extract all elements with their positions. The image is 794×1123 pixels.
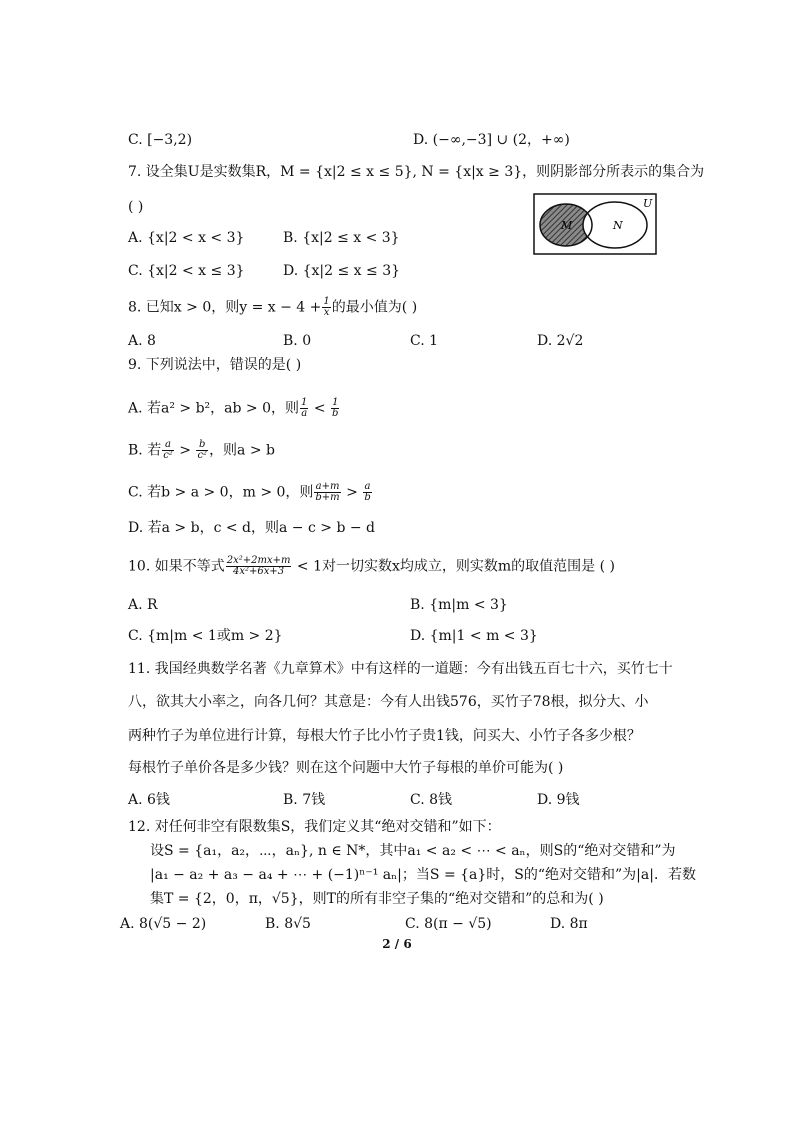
q9-b-pre: B. 若 bbox=[128, 442, 162, 459]
q8-stem-pre: 8. 已知x > 0，则y = x − 4 + bbox=[128, 299, 322, 316]
q8-option-b: B. 0 bbox=[283, 333, 312, 349]
q9-c-frac2-den: b bbox=[364, 492, 371, 503]
q9-a-frac1 bbox=[300, 398, 308, 419]
q10-frac-num: 2x²+2mx+m bbox=[226, 555, 291, 566]
q8-option-c: C. 1 bbox=[410, 333, 439, 349]
q9-c-frac2 bbox=[363, 482, 371, 503]
q8-frac-num: 1 bbox=[323, 296, 330, 307]
q8-stem-post: 的最小值为( ) bbox=[331, 299, 418, 316]
q9-stem: 9. 下列说法中，错误的是( ) bbox=[128, 357, 302, 373]
q9-c-op: > bbox=[346, 484, 358, 501]
q6-option-c: C. [−3,2) bbox=[128, 132, 193, 148]
q9-c-frac1-num: a+m bbox=[315, 481, 340, 492]
q9-a-frac1-den: a bbox=[301, 408, 308, 419]
q12-option-a: A. 8(√5 − 2) bbox=[120, 916, 207, 932]
q9-option-d: D. 若a > b，c < d，则a − c > b − d bbox=[128, 520, 376, 536]
q10-option-c: C. {m|m < 1或m > 2} bbox=[128, 628, 283, 644]
q9-c-frac1-den: b+m bbox=[315, 492, 340, 503]
q8-fraction bbox=[322, 297, 330, 318]
q12-line-1: 12. 对任何非空有限数集S，我们定义其“绝对交错和”如下： bbox=[128, 819, 501, 835]
q10-option-d: D. {m|1 < m < 3} bbox=[410, 628, 538, 644]
q9-b-op: > bbox=[179, 442, 191, 459]
q10-stem-pre: 10. 如果不等式 bbox=[128, 558, 225, 575]
q8-stem bbox=[128, 297, 417, 318]
q7-option-d: D. {x|2 ≤ x ≤ 3} bbox=[283, 263, 401, 279]
q9-b-frac2-den: c² bbox=[197, 450, 208, 461]
q9-b-frac1-num: a bbox=[162, 440, 174, 451]
q11-line-2: 八，欲其大小率之，向各几何？其意是：今有人出钱576，买竹子78根，拟分大、小 bbox=[128, 694, 649, 710]
q11-line-3: 两种竹子为单位进行计算，每根大竹子比小竹子贵1钱，问买大、小竹子各多少根？ bbox=[128, 728, 641, 744]
q12-option-b: B. 8√5 bbox=[265, 916, 311, 932]
q7-paren: ( ) bbox=[128, 199, 144, 215]
q9-a-frac2-den: b bbox=[332, 408, 339, 419]
q11-line-4: 每根竹子单价各是多少钱？则在这个问题中大竹子每根的单价可能为( ) bbox=[128, 760, 564, 776]
q10-option-b: B. {m|m < 3} bbox=[410, 597, 508, 613]
q11-option-d: D. 9钱 bbox=[537, 792, 580, 808]
q12-line-4: 集T = {2，0，π，√5}，则T的所有非空子集的“绝对交错和”的总和为( ) bbox=[150, 891, 604, 907]
q11-option-a: A. 6钱 bbox=[128, 792, 170, 808]
q9-a-frac2-num: 1 bbox=[332, 397, 339, 408]
q12-option-c: C. 8(π − √5) bbox=[405, 916, 492, 932]
q12-option-d: D. 8π bbox=[550, 916, 588, 932]
venn-diagram bbox=[533, 193, 657, 255]
page-number: 2 / 6 bbox=[382, 937, 412, 951]
label-u: U bbox=[643, 197, 653, 210]
q10-stem bbox=[128, 556, 615, 577]
q11-option-c: C. 8钱 bbox=[410, 792, 453, 808]
q9-b-frac1-den: c² bbox=[163, 450, 173, 461]
q10-stem-post: < 1对一切实数x均成立，则实数m的取值范围是 ( ) bbox=[296, 558, 616, 575]
q9-a-frac1-num: 1 bbox=[301, 397, 308, 408]
q7-stem: 7. 设全集U是实数集R，M = {x|2 ≤ x ≤ 5}, N = {x|x ≥ 3}，则阴影部分所表示的集合为 bbox=[128, 164, 705, 180]
q9-b-post: ，则a > b bbox=[209, 442, 276, 459]
q8-frac-den: x bbox=[323, 307, 330, 318]
q7-option-a: A. {x|2 < x < 3} bbox=[128, 230, 245, 246]
q8-option-d: D. 2√2 bbox=[537, 333, 584, 349]
q9-a-pre: A. 若a² > b²，ab > 0，则 bbox=[128, 400, 300, 417]
q11-line-1: 11. 我国经典数学名著《九章算术》中有这样的一道题：今有出钱五百七十六，买竹七十 bbox=[128, 661, 673, 677]
q9-b-frac2-num: b bbox=[196, 440, 208, 451]
q7-option-b: B. {x|2 ≤ x < 3} bbox=[283, 230, 400, 246]
q10-frac-den: 4x²+6x+3 bbox=[233, 566, 285, 577]
q6-option-d: D. (−∞,−3] ∪ (2，+∞) bbox=[413, 132, 570, 148]
q12-line-2: 设S = {a₁，a₂，⋯，aₙ}, n ∈ N*，其中a₁ < a₂ < ⋯ < aₙ，则S的“绝对交错和”为 bbox=[150, 843, 676, 859]
q9-a-frac2 bbox=[331, 398, 339, 419]
q9-c-pre: C. 若b > a > 0，m > 0，则 bbox=[128, 484, 314, 501]
q9-c-frac1 bbox=[314, 482, 340, 503]
q12-line-3: |a₁ − a₂ + a₃ − a₄ + ⋯ + (−1)ⁿ⁻¹ aₙ|；当S = {a}时，S的“绝对交错和”为|a|．若数 bbox=[150, 867, 696, 883]
q9-option-c bbox=[128, 482, 373, 503]
q9-a-op: < bbox=[313, 400, 326, 417]
q10-option-a: A. R bbox=[128, 597, 158, 613]
q10-fraction bbox=[226, 556, 292, 577]
q11-option-b: B. 7钱 bbox=[283, 792, 326, 808]
q9-option-a bbox=[128, 398, 340, 419]
label-n: N bbox=[613, 219, 623, 232]
q9-b-frac2 bbox=[196, 440, 208, 461]
q9-option-b bbox=[128, 440, 275, 461]
q9-c-frac2-num: a bbox=[364, 481, 371, 492]
q8-option-a: A. 8 bbox=[128, 333, 156, 349]
q7-option-c: C. {x|2 < x ≤ 3} bbox=[128, 263, 245, 279]
q9-b-frac1 bbox=[162, 440, 174, 461]
label-m: M bbox=[561, 219, 573, 232]
